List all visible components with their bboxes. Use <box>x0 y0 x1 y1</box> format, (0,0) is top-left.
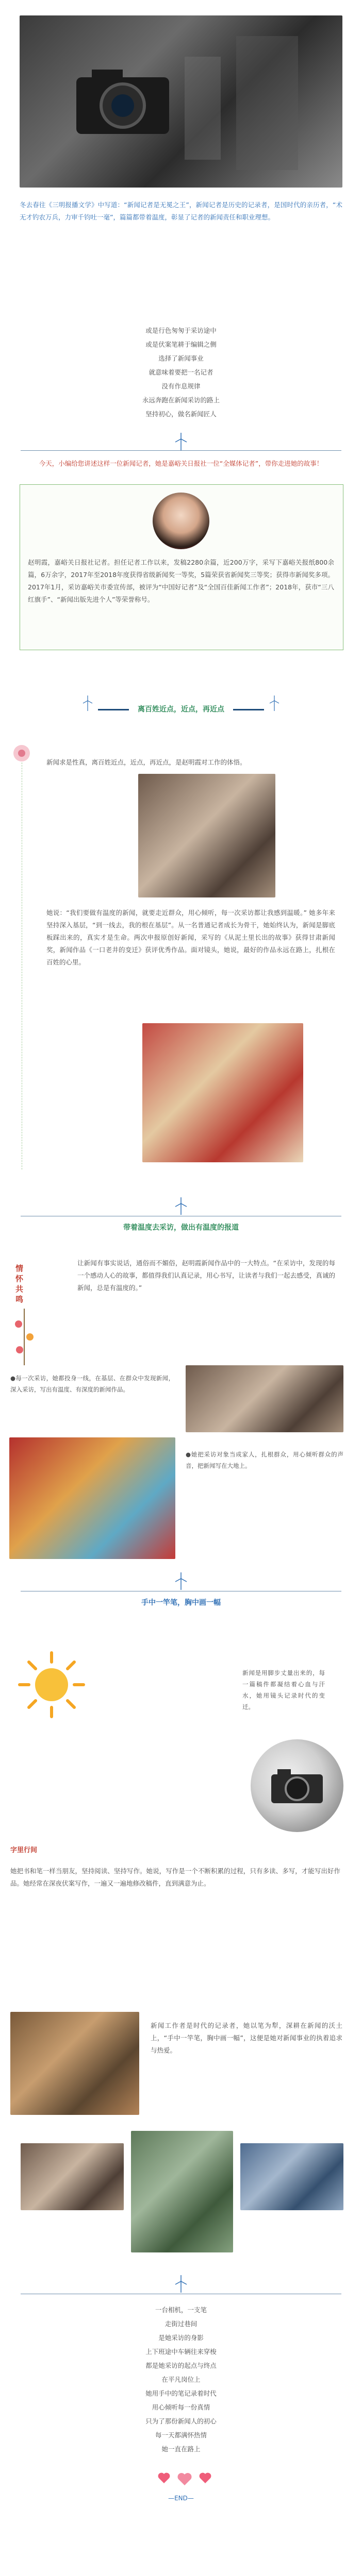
section-title-1: 离百姓近点，近点，再近点 <box>138 705 224 714</box>
poem-line: 或是伏案笔耕于编辑之侧 <box>145 341 217 348</box>
wind-turbine-icon <box>171 1196 191 1215</box>
section3-para2: 新闻工作者是时代的记录者，她以笔为犁，深耕在新闻的沃土上，“手中一竿笔，胸中画一幅”，这便是她对新闻事业的执着追求与热爱。 <box>151 2022 342 2054</box>
office-photo <box>186 1365 343 1432</box>
wind-turbine-icon <box>171 432 191 450</box>
caption-2: ●她把采访对象当成家人，扎根群众，用心倾听群众的声音，把新闻写在大地上。 <box>186 1451 343 1469</box>
poem-block-1 <box>0 324 362 421</box>
end-mark: —END— <box>168 2495 194 2502</box>
poem-line: 或是行色匆匆于采访途中 <box>145 327 217 334</box>
poem-line: 坚持初心，做名新闻匠人 <box>145 410 217 418</box>
flower-icon <box>10 742 33 765</box>
poem-line: 没有作息规律 <box>161 382 201 390</box>
poem-line: 她一直在路上 <box>161 2445 201 2453</box>
camera-icon <box>20 15 342 188</box>
poem-line: 上下班途中车辆往来穿梭 <box>145 2348 217 2355</box>
poem-line: 就意味着要把一名记者 <box>149 368 213 376</box>
wind-turbine-icon <box>171 2274 191 2293</box>
section-title-3: 手中一竿笔，胸中画一幅 <box>141 1599 221 1607</box>
poem-line: 只为了那份新闻人的初心 <box>145 2417 217 2425</box>
poem-block-2 <box>0 2303 362 2456</box>
wind-turbine-icon <box>267 696 282 711</box>
writing-photo <box>10 2012 139 2115</box>
title-bar <box>233 709 264 710</box>
note-label: 字里行间 <box>10 1846 38 1854</box>
section3-note1: 新闻是用脚步丈量出来的，每一篇稿件都凝结着心血与汗水，她用镜头记录时代的变迁。 <box>242 1669 325 1710</box>
intro-today-line: 今天，小编给您讲述这样一位新闻记者，她是嘉峪关日报社一位“全媒体记者”，带你走进她的故事！ <box>39 460 323 467</box>
newsroom-photo <box>21 2143 124 2210</box>
award-certificates-photo <box>142 1023 303 1162</box>
camera-icon <box>266 1765 328 1806</box>
poem-line: 在平凡岗位上 <box>161 2376 201 2383</box>
poem-line: 用心倾听每一份真情 <box>152 2403 210 2411</box>
section-title-2: 带着温度去采访，做出有温度的报道 <box>123 1224 239 1232</box>
poem-line: 永远奔跑在新闻采访的路上 <box>142 396 220 404</box>
heart-icon <box>154 2468 216 2488</box>
hero-photo-camera <box>20 15 342 188</box>
side-label: 情怀共鸣 <box>15 1264 24 1304</box>
section2-para1: 让新闻有事实说话，通俗而不媚俗，赵明霞新闻作品中的一大特点。“在采访中，发现的每一个感动人心的故事，都值得我们认真记录，用心书写，让读者与我们一起去感受，真诚的新闻，总是有温度的。” <box>77 1259 336 1292</box>
festival-photo <box>9 1437 175 1559</box>
poem-line: 走街过巷间 <box>164 2320 198 2328</box>
poem-line: 选择了新闻事业 <box>158 354 204 362</box>
caption-1: ●每一次采访，她都投身一线，在基层、在群众中发现新闻，深入采访，写出有温度、有深度的新闻作品。 <box>10 1375 174 1393</box>
sun-icon <box>15 1649 88 1721</box>
poem-line: 一台相机，一支笔 <box>155 2306 207 2314</box>
outdoor-photo <box>131 2131 233 2252</box>
section1-para1: 新闻求是性真，离百姓近点，近点，再近点，是赵明霞对工作的体悟。 <box>46 758 246 766</box>
profile-avatar <box>153 493 209 549</box>
flower-branch-icon <box>11 1309 37 1365</box>
profile-text: 赵明霞，嘉峪关日报社记者。担任记者工作以来，发稿2280余篇，近200万字，采写下嘉峪关报纸800余篇，6万余字，2017年至2018年度获得省级新闻奖一等奖，5篇荣获省新闻奖三等奖；获得市新闻奖多项。2017年1月，采访嘉峪关市委宣传部，被评为“中国好记者”及“全国百佳新闻工作者”；2018年，获市“三八红旗手”、“新闻出版先进个人”等荣誉称号。 <box>28 558 334 603</box>
intro-text: 冬去春往《三明报播文学》中写道：“新闻记者是无冕之王”，新闻记者是历史的记录者，是国时代的亲历者，“术无才钓农万兵，力审千钧吐一毫”，篇篇都带着温度，彰显了记者的新闻责任和职业理想。 <box>20 201 342 221</box>
interview-photo <box>138 774 275 897</box>
poem-line: 都是她采访的起点与终点 <box>145 2362 217 2369</box>
poem-line: 每一天都满怀热情 <box>155 2431 207 2439</box>
section1-para2: 她说：“我们要做有温度的新闻，就要走近群众，用心倾听，每一次采访都让我感到温暖。” 她多年来坚持深入基层，“到一线去，我的根在基层”。从一名普通记者成长为骨干，她始终认为，新闻是脚底板踩出来的，真实才是生命。两次申报原创好新闻，采写的《从泥土里长出的故事》获得甘肃新闻奖，新闻作品《一口老井的变迁》获评优秀作品。面对镜头，她说，最好的作品永远在路上，扎根在百姓的心里。 <box>46 909 335 966</box>
wind-turbine-icon <box>171 1571 191 1590</box>
divider <box>21 450 341 451</box>
street-photo <box>240 2143 343 2210</box>
poem-line: 是她采访的身影 <box>158 2334 204 2342</box>
section3-para1: 她把书和笔一样当朋友，坚持阅读、坚持写作。她说，写作是一个不断积累的过程，只有多读、多写，才能写出好作品。她经常在深夜伏案写作，一遍又一遍地修改稿件，直到满意为止。 <box>10 1867 340 1887</box>
poem-line: 她用手中的笔记录着时代 <box>145 2389 217 2397</box>
